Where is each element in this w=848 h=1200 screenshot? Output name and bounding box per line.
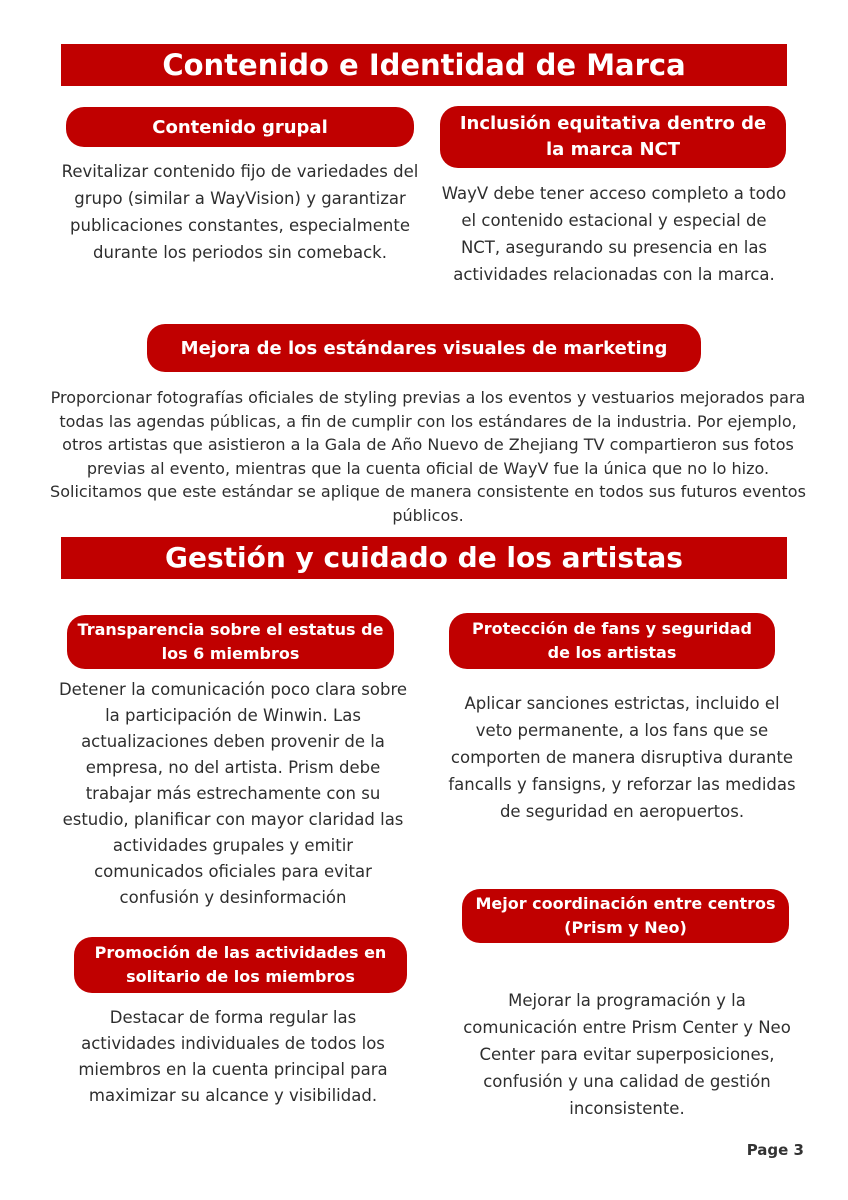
heading-proteccion-seguridad: Protección de fans y seguridad de los artistas [449,613,775,669]
heading-promocion-solitario: Promoción de las actividades en solitario de los miembros [74,937,407,993]
section-title-contenido-identidad: Contenido e Identidad de Marca [61,44,787,86]
heading-coordinacion-centros: Mejor coordinación entre centros (Prism y Neo) [462,889,789,943]
heading-marketing-visual: Mejora de los estándares visuales de marketing [147,324,701,372]
section-title-gestion-artistas: Gestión y cuidado de los artistas [61,537,787,579]
text-promocion-solitario: Destacar de forma regular las actividades individuales de todos los miembros en la cuenta principal para maximizar su alcance y visibilidad. [78,1008,388,1105]
heading-transparencia-estatus: Transparencia sobre el estatus de los 6 miembros [67,615,394,669]
text-contenido-grupal: Revitalizar contenido fijo de variedades del grupo (similar a WayVision) y garantizar publicaciones constantes, especialmente durante los periodos sin comeback. [61,162,419,262]
text-transparencia-estatus: Detener la comunicación poco clara sobre la participación de Winwin. Las actualizaciones deben provenir de la empresa, no del artista. Prism debe trabajar más estrechamente con su estudio, planificar con mayor claridad las actividades grupales y emitir comunicados oficiales para evitar confusión y desinformación [58,680,408,907]
text-coordinacion-centros: Mejorar la programación y la comunicación entre Prism Center y Neo Center para evitar superposiciones, confusión y una calidad de gestión inconsistente. [463,991,791,1118]
text-proteccion-seguridad: Aplicar sanciones estrictas, incluido el veto permanente, a los fans que se comporten de manera disruptiva durante fancalls y fansigns, y reforzar las medidas de seguridad en aeropuertos. [448,694,796,821]
page-number: Page 3 [746,1141,804,1159]
text-inclusion-nct: WayV debe tener acceso completo a todo el contenido estacional y especial de NCT, asegurando su presencia en las actividades relacionadas con la marca. [441,184,787,284]
text-marketing-visual: Proporcionar fotografías oficiales de styling previas a los eventos y vestuarios mejorados para todas las agendas públicas, a fin de cumplir con los estándares de la industria. Por ejemplo, otros artistas que asistieron a la Gala de Año Nuevo de Zhejiang TV compartieron sus fotos previas al evento, mientras que la cuenta oficial de WayV fue la única que no lo hizo. Solicitamos que este estándar se aplique de manera consistente en todos sus futuros eventos públicos. [50,388,806,525]
heading-contenido-grupal: Contenido grupal [66,107,414,147]
heading-inclusion-nct: Inclusión equitativa dentro de la marca NCT [440,106,786,168]
